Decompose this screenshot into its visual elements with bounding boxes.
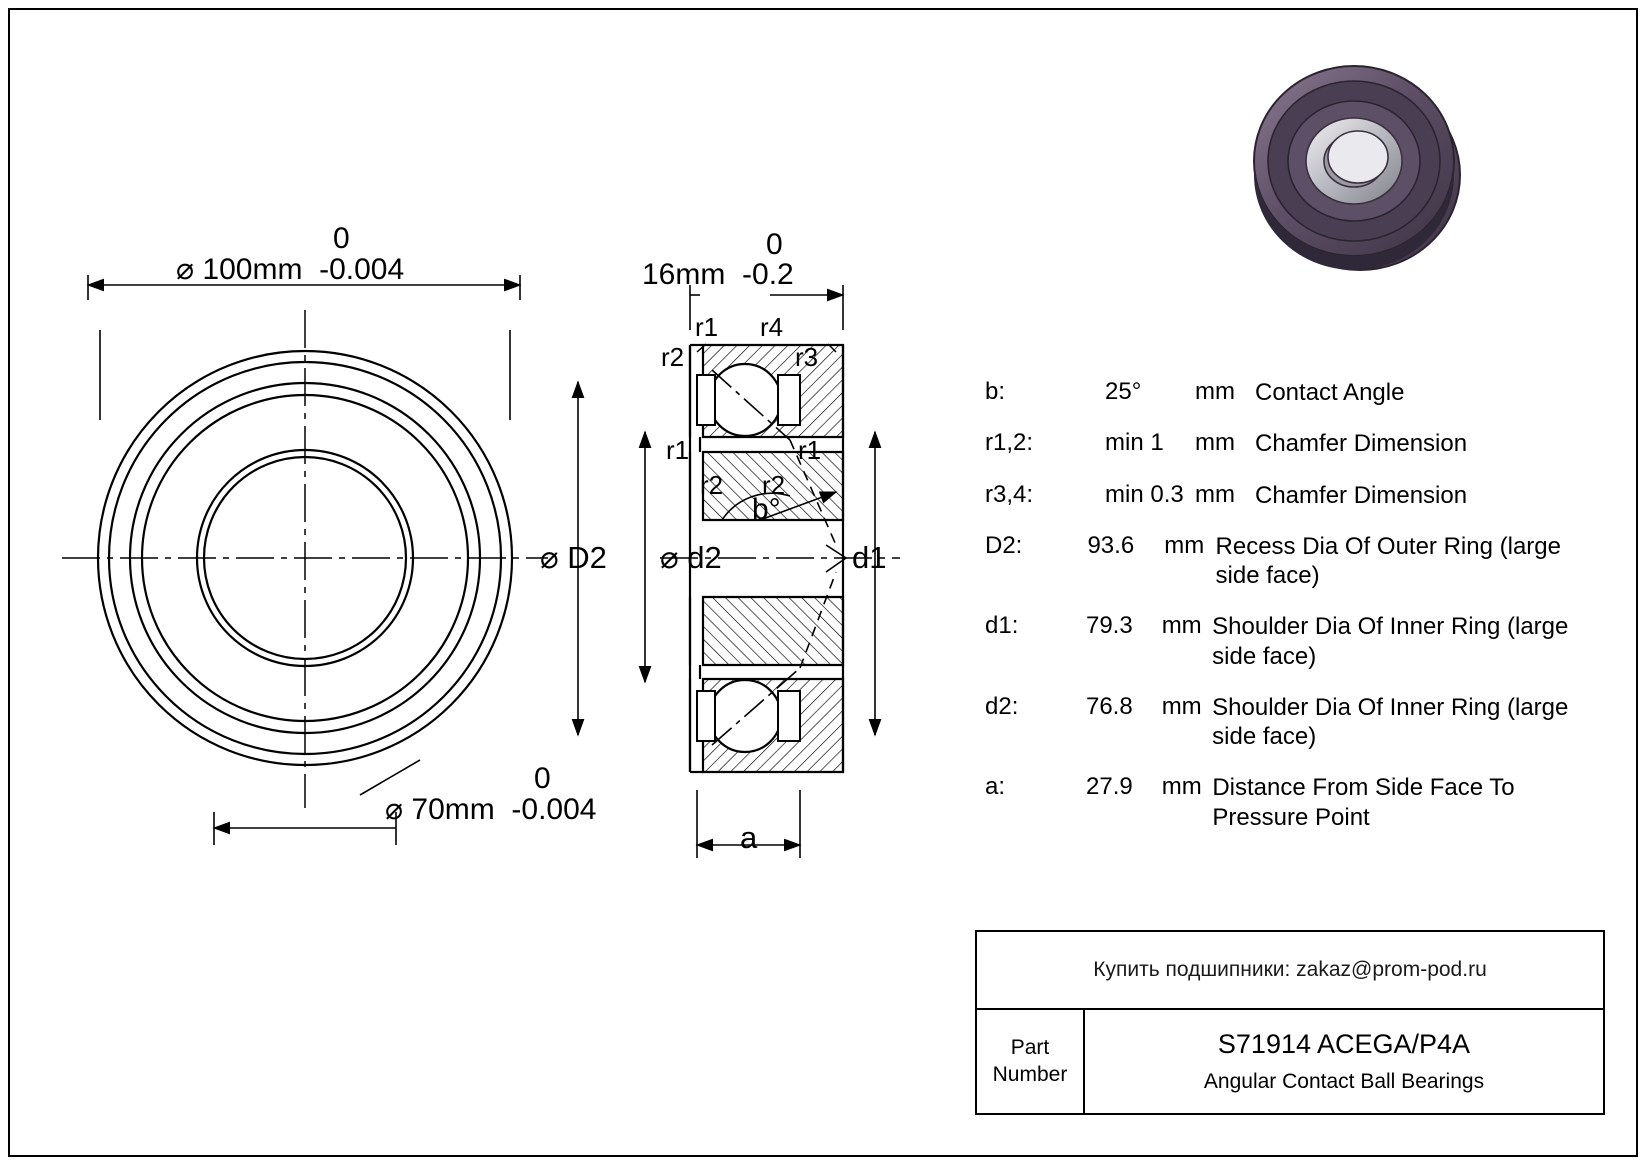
contact-angle-label: b°	[752, 493, 781, 526]
spec-row	[985, 532, 1605, 591]
spec-unit: mm	[1195, 378, 1235, 405]
spec-value: 76.8	[1085, 692, 1133, 720]
part-label-line1: Part	[1010, 1036, 1050, 1060]
spec-unit: mm	[1161, 773, 1202, 801]
part-number-label	[977, 1010, 1085, 1113]
width-dimension-label: 16mm -0.2	[642, 258, 794, 291]
isometric-bearing-image	[1254, 66, 1460, 270]
spec-description: Contact Angle	[1255, 379, 1405, 406]
title-block	[975, 930, 1605, 1115]
front-view	[62, 310, 548, 808]
dim-label-d2: ⌀ d2	[660, 540, 722, 575]
spec-unit: mm	[1195, 480, 1235, 508]
spec-value: 25°	[1105, 378, 1142, 405]
spec-description: Recess Dia Of Outer Ring (large side face)	[1215, 532, 1561, 590]
spec-unit: mm	[1195, 429, 1235, 457]
spec-unit: mm	[1164, 531, 1205, 559]
spec-value: min 0.3	[1105, 480, 1184, 508]
spec-description: Shoulder Dia Of Inner Ring (large side face)	[1212, 693, 1569, 751]
part-row	[977, 1010, 1603, 1113]
spec-row	[985, 693, 1605, 752]
spec-row	[985, 612, 1605, 671]
part-number-value: S71914 ACEGA/P4A	[1217, 1029, 1471, 1059]
spec-description: Shoulder Dia Of Inner Ring (large side face)	[1212, 613, 1569, 670]
spec-row	[985, 378, 1605, 407]
chamfer-label-r4: r4	[760, 312, 784, 342]
chamfer-label-r2-top: r1	[695, 312, 719, 342]
od-tolerance-top: 0	[333, 222, 350, 255]
dim-label-D2: ⌀ D2	[540, 540, 607, 575]
spec-description: Chamfer Dimension	[1255, 481, 1468, 509]
spec-key: d1:	[985, 612, 1019, 640]
part-number-value-group	[1085, 1010, 1603, 1113]
spec-key: d2:	[985, 692, 1019, 720]
chamfer-label-r3: r3	[795, 342, 819, 372]
specification-table	[985, 378, 1605, 854]
contact-row	[977, 932, 1603, 1010]
bore-tolerance-top: 0	[534, 762, 551, 795]
spec-value: 27.9	[1086, 773, 1133, 801]
spec-row	[985, 773, 1605, 832]
spec-description: Chamfer Dimension	[1255, 430, 1468, 458]
dim-label-d1: d1	[852, 540, 887, 575]
spec-key: D2:	[985, 531, 1023, 559]
chamfer-label-r1-midright: r1	[798, 435, 822, 465]
spec-value: min 1	[1105, 429, 1164, 457]
chamfer-label-r1-midleft: r1	[666, 435, 690, 465]
bearing-type-value: Angular Contact Ball Bearings	[1203, 1070, 1485, 1093]
spec-unit: mm	[1161, 692, 1202, 720]
spec-unit: mm	[1161, 612, 1202, 640]
spec-key: r3,4:	[985, 480, 1034, 508]
chamfer-label-r1-topleft: r2	[661, 342, 685, 372]
spec-key: a:	[985, 773, 1006, 801]
od-dimension	[88, 275, 520, 420]
chamfer-label-r2-left: r2	[700, 470, 724, 500]
contact-text: Купить подшипники: zakaz@prom-pod.ru	[1093, 958, 1487, 981]
spec-row	[985, 429, 1605, 458]
spec-key: r1,2:	[985, 429, 1034, 457]
dim-label-a: a	[740, 820, 758, 855]
part-label-line2: Number	[992, 1062, 1068, 1086]
spec-row	[985, 481, 1605, 510]
bore-dimension-label: ⌀ 70mm -0.004	[385, 793, 597, 826]
spec-description: Distance From Side Face To Pressure Point	[1212, 774, 1515, 831]
width-tolerance-top: 0	[766, 228, 783, 261]
spec-key: b:	[985, 378, 1006, 405]
spec-value: 79.3	[1085, 612, 1133, 640]
spec-value: 93.6	[1087, 531, 1135, 559]
od-dimension-label: ⌀ 100mm -0.004	[176, 253, 405, 286]
chamfer-label-r2-right: r2	[762, 470, 786, 500]
